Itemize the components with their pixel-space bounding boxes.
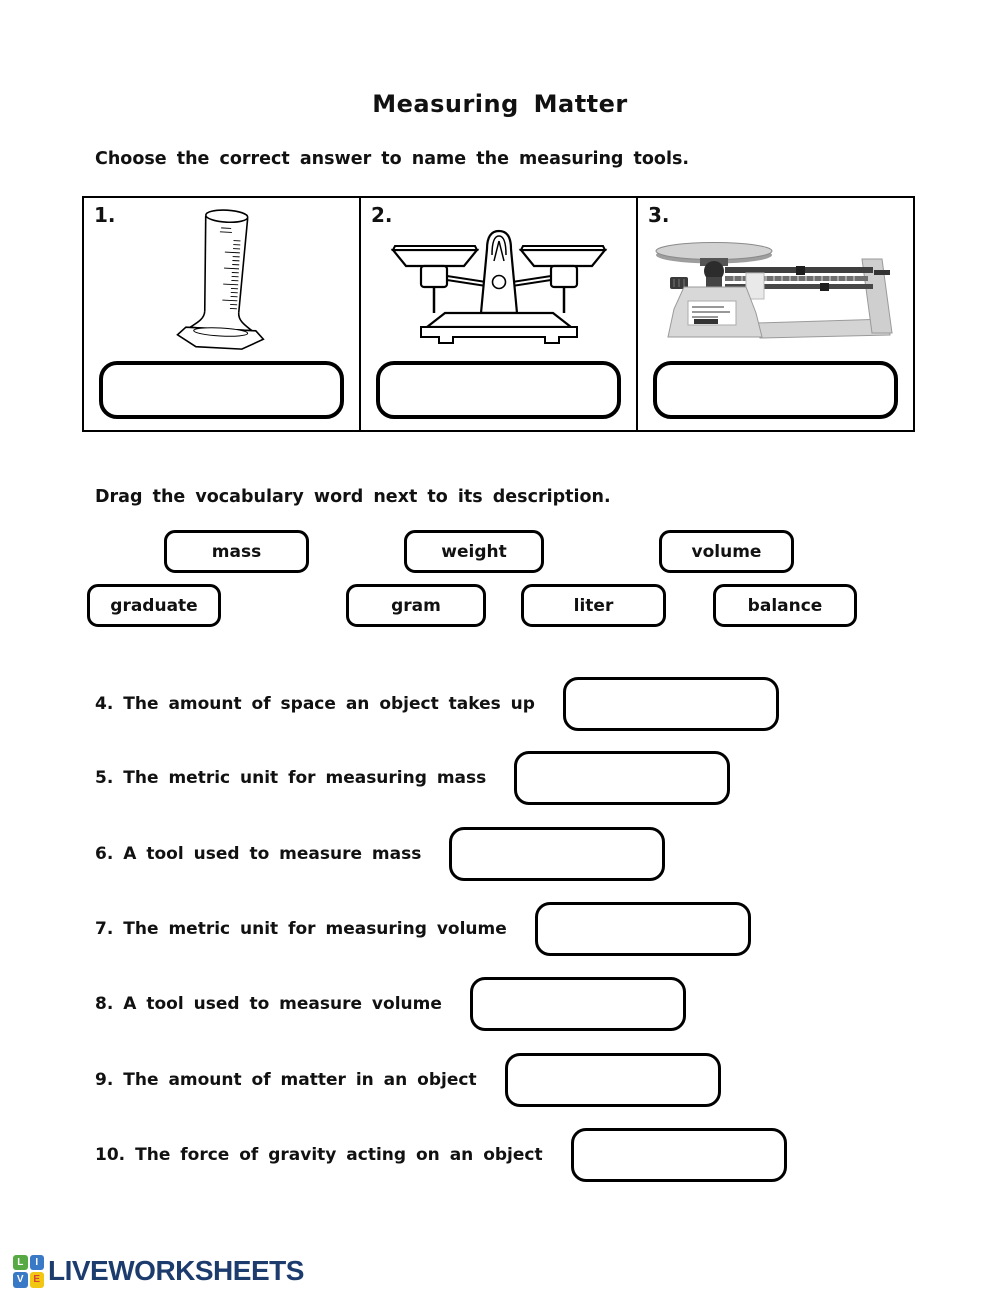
logo-tile-i: I [30, 1255, 45, 1271]
question-number: 6. [95, 844, 114, 864]
question-row-5 [95, 751, 730, 805]
question-row-4 [95, 677, 779, 731]
tool-number-2: 2. [371, 203, 393, 227]
tool-cell-1 [84, 198, 361, 430]
word-chip-liter[interactable]: liter [521, 584, 666, 627]
graduated-cylinder-image [84, 206, 359, 366]
word-chip-balance[interactable]: balance [713, 584, 857, 627]
instruction-choose-tools: Choose the correct answer to name the measuring tools. [95, 149, 690, 169]
tool-answer-box-1[interactable] [99, 361, 344, 419]
word-chip-gram[interactable]: gram [346, 584, 486, 627]
tool-answer-box-3[interactable] [653, 361, 898, 419]
liveworksheets-logo[interactable] [13, 1253, 304, 1289]
question-number: 8. [95, 994, 114, 1014]
question-dropzone-5[interactable] [514, 751, 730, 805]
word-chip-graduate[interactable]: graduate [87, 584, 221, 627]
question-number: 10. [95, 1145, 126, 1165]
question-dropzone-6[interactable] [449, 827, 665, 881]
question-dropzone-4[interactable] [563, 677, 779, 731]
question-row-10 [95, 1128, 787, 1182]
logo-tile-e: E [30, 1272, 45, 1288]
question-number: 7. [95, 919, 114, 939]
brand-text: LIVEWORKSHEETS [48, 1255, 304, 1286]
question-dropzone-7[interactable] [535, 902, 751, 956]
question-row-8 [95, 977, 686, 1031]
tool-cell-2 [361, 198, 638, 430]
tools-table [82, 196, 915, 432]
double-pan-balance-image [361, 206, 636, 366]
tool-number-3: 3. [648, 203, 670, 227]
question-text: The metric unit for measuring volume [123, 919, 507, 939]
logo-tile-l: L [13, 1255, 28, 1271]
question-dropzone-8[interactable] [470, 977, 686, 1031]
question-dropzone-10[interactable] [571, 1128, 787, 1182]
liveworksheets-grid-icon [13, 1255, 44, 1288]
question-row-7 [95, 902, 751, 956]
word-chip-weight[interactable]: weight [404, 530, 544, 573]
page-title: Measuring Matter [372, 90, 628, 118]
tool-answer-box-2[interactable] [376, 361, 621, 419]
triple-beam-balance-image [638, 206, 913, 366]
question-text: The force of gravity acting on an object [135, 1145, 543, 1165]
question-row-9 [95, 1053, 721, 1107]
tool-cell-3 [638, 198, 913, 430]
question-number: 5. [95, 768, 114, 788]
logo-tile-v: V [13, 1272, 28, 1288]
question-number: 4. [95, 694, 114, 714]
tool-number-1: 1. [94, 203, 116, 227]
question-number: 9. [95, 1070, 114, 1090]
question-text: The metric unit for measuring mass [123, 768, 487, 788]
question-row-6 [95, 827, 665, 881]
instruction-drag-vocab: Drag the vocabulary word next to its description. [95, 487, 611, 507]
word-chip-mass[interactable]: mass [164, 530, 309, 573]
question-dropzone-9[interactable] [505, 1053, 721, 1107]
word-chip-volume[interactable]: volume [659, 530, 794, 573]
question-text: A tool used to measure volume [123, 994, 442, 1014]
question-text: A tool used to measure mass [123, 844, 422, 864]
question-text: The amount of space an object takes up [123, 694, 535, 714]
question-text: The amount of matter in an object [123, 1070, 477, 1090]
